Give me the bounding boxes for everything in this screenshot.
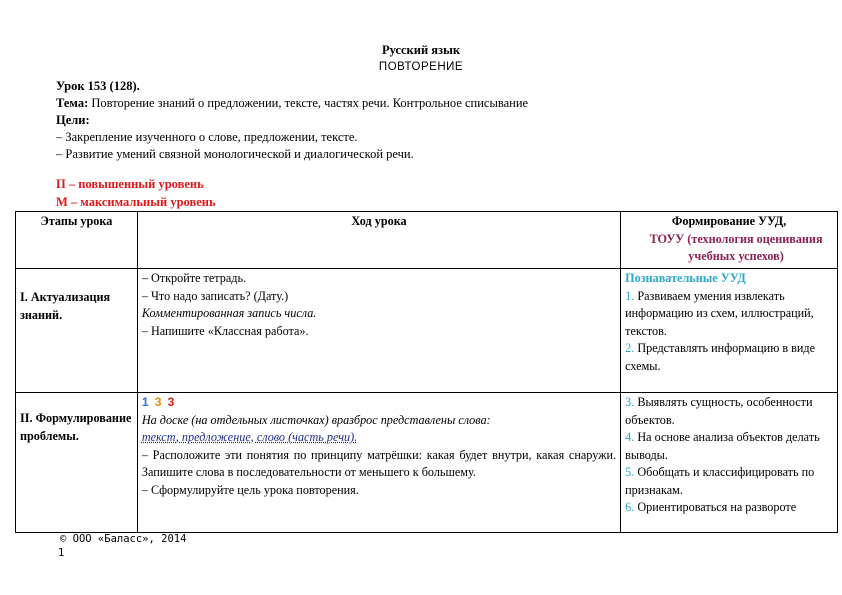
topic-text: Повторение знаний о предложении, тексте, частях речи. Контрольное списывание bbox=[88, 96, 529, 110]
course-line: Комментированная запись числа. bbox=[141, 306, 317, 320]
header-uud-title: Формирование УУД, bbox=[671, 214, 787, 228]
uud-number: 4. bbox=[625, 430, 635, 444]
stage-cell: II. Формулирование проблемы. bbox=[16, 393, 138, 533]
uud-text: На основе анализа объектов делать выводы. bbox=[625, 430, 820, 462]
board-line: На доске (на отдельных листочках) вразброс представлены слова: bbox=[141, 412, 491, 427]
table-row bbox=[16, 393, 838, 533]
header-stages: Этапы урока bbox=[16, 212, 138, 269]
uud-text: Ориентироваться на развороте bbox=[634, 500, 797, 514]
uud-number: 6. bbox=[625, 500, 635, 514]
uud-item bbox=[625, 394, 833, 429]
task-text: – Сформулируйте цель урока повторения. bbox=[141, 482, 359, 497]
uud-item bbox=[625, 499, 833, 517]
page-number: 1 bbox=[58, 547, 65, 559]
course-line: – Откройте тетрадь. bbox=[141, 271, 247, 285]
level-mark: 3 bbox=[154, 395, 162, 409]
table-header-row bbox=[16, 212, 838, 269]
goal-item: – Развитие умений связной монологической и диалогической речи. bbox=[56, 147, 414, 161]
uud-item bbox=[625, 340, 833, 375]
uud-text: Представлять информацию в виде схемы. bbox=[625, 341, 816, 373]
board-words: текст, предложение, слово (часть речи). bbox=[141, 430, 358, 444]
page-subtitle: ПОВТОРЕНИЕ bbox=[378, 61, 464, 73]
goal-item: – Закрепление изученного о слове, предложении, тексте. bbox=[56, 130, 358, 144]
uud-number: 5. bbox=[625, 465, 635, 479]
table-row bbox=[16, 269, 838, 393]
uud-item bbox=[625, 288, 833, 341]
lesson-number: Урок 153 (128). bbox=[56, 79, 140, 93]
page-title: Русский язык bbox=[381, 43, 461, 57]
course-cell bbox=[137, 393, 620, 533]
stage-cell: I. Актуализация знаний. bbox=[16, 269, 138, 393]
uud-number: 3. bbox=[625, 395, 635, 409]
course-line: – Напишите «Классная работа». bbox=[141, 323, 309, 338]
level-m: М – максимальный уровень bbox=[56, 195, 216, 209]
level-p: П – повышенный уровень bbox=[56, 177, 204, 191]
header-uud bbox=[621, 212, 838, 269]
uud-text: Выявлять сущность, особенности объектов. bbox=[625, 395, 813, 427]
uud-text: Обобщать и классифицировать по признакам. bbox=[625, 465, 815, 497]
lesson-topic bbox=[56, 96, 528, 111]
uud-number: 1. bbox=[625, 288, 635, 303]
level-mark: 3 bbox=[167, 395, 175, 409]
uud-number: 2. bbox=[625, 341, 635, 355]
header-course: Ход урока bbox=[137, 212, 620, 269]
lesson-table bbox=[15, 211, 838, 533]
course-line: – Что надо записать? (Дату.) bbox=[141, 288, 289, 303]
level-marks bbox=[142, 394, 616, 412]
copyright: © ООО «Баласс», 2014 bbox=[60, 533, 187, 545]
uud-text: Развиваем умения извлекать информацию из схем, иллюстраций, текстов. bbox=[625, 288, 814, 338]
uud-item bbox=[625, 429, 833, 464]
uud-heading: Познавательные УУД bbox=[625, 271, 746, 285]
level-mark: 1 bbox=[141, 395, 149, 409]
topic-label: Тема: bbox=[56, 96, 89, 110]
task-text: – Расположите эти понятия по принципу матрёшки: какая будет внутри, какая снаружи. Запишите слова в последовательности от меньшего к большему. bbox=[141, 447, 617, 479]
uud-cell bbox=[621, 393, 838, 533]
header-uud-subtitle: ТОУУ (технология оценивания учебных успехов) bbox=[649, 231, 823, 263]
goals-label: Цели: bbox=[56, 113, 90, 127]
uud-item bbox=[625, 464, 833, 499]
uud-cell bbox=[621, 269, 838, 393]
course-cell bbox=[137, 269, 620, 393]
